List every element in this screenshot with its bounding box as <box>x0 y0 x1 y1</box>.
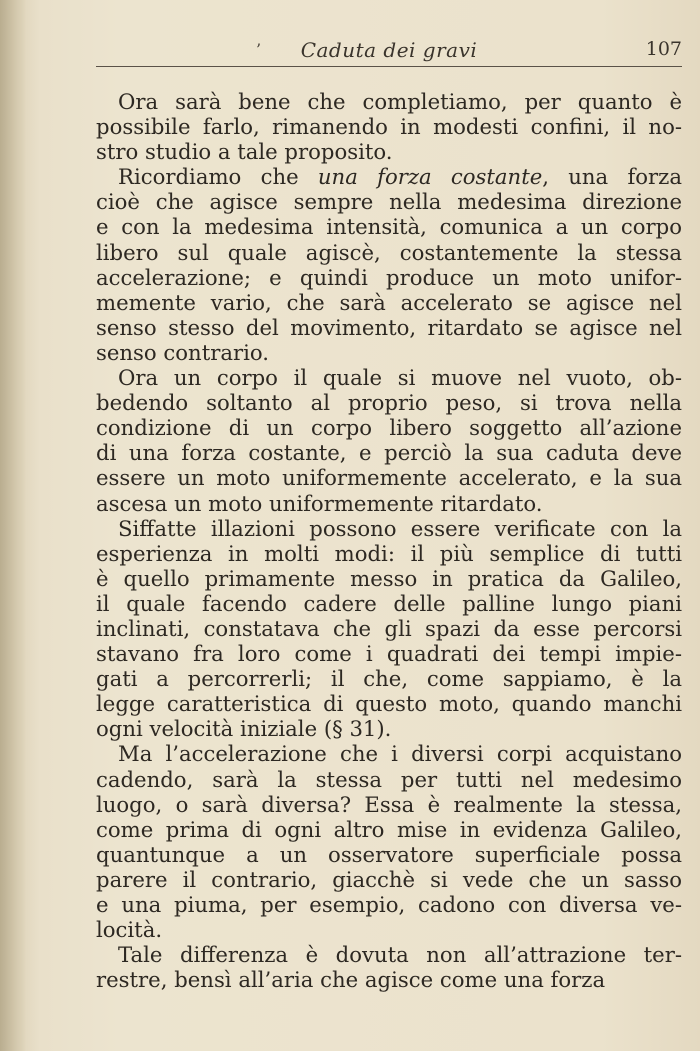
text-run: senso stesso del movimento, ritardato se agisce nel <box>96 314 682 340</box>
text-line <box>96 214 682 239</box>
text-run: cadendo, sarà la stessa per tutti nel medesimo <box>96 766 682 792</box>
text-run: ascesa un moto uniformemente ritardato. <box>96 490 543 516</box>
text-run: inclinati, constatava che gli spazi da esse percorsi <box>96 615 682 641</box>
text-run: come prima di ogni altro mise in evidenza Galileo, <box>96 816 682 842</box>
text-run: , una forza <box>542 164 682 190</box>
text-run: accelerazione; e quindi produce un moto unifor- <box>96 264 682 290</box>
text-line <box>96 842 682 867</box>
text-line <box>96 240 682 265</box>
header-mark: ’ <box>256 40 262 59</box>
text-run: legge caratteristica di questo moto, quando manchi <box>96 691 682 717</box>
text-run: è quello primamente messo in pratica da Galileo, <box>96 565 682 591</box>
text-line <box>96 440 682 465</box>
text-line <box>96 741 682 766</box>
text-line <box>96 691 682 716</box>
text-run: ogni velocità iniziale (§ 31). <box>96 716 392 742</box>
text-line <box>96 491 682 516</box>
text-run: possibile farlo, rimanendo in modesti confini, il no- <box>96 114 682 140</box>
text-run: Siffatte illazioni possono essere verificate con la <box>118 515 682 541</box>
text-run: Tale differenza è dovuta non all’attrazione ter- <box>118 942 682 968</box>
text-line <box>96 716 682 741</box>
text-run: quantunque a un osservatore superficiale possa <box>96 841 682 867</box>
text-line <box>96 189 682 214</box>
text-run: essere un moto uniformemente accelerato, e la sua <box>96 465 682 491</box>
text-run: esperienza in molti modi: il più semplice di tutti <box>96 540 682 566</box>
text-run: e una piuma, per esempio, cadono con diversa ve- <box>96 892 682 917</box>
text-run: gati a percorrerli; il che, come sappiamo, è la <box>96 666 682 692</box>
text-line <box>96 541 682 566</box>
text-line <box>96 516 682 541</box>
text-run: Ora un corpo il quale si muove nel vuoto, ob- <box>118 365 682 391</box>
text-run: libero sul quale agiscè, costantemente la stessa <box>96 239 682 265</box>
text-line <box>96 591 682 616</box>
text-run: il quale facendo cadere delle palline lungo piani <box>96 590 682 616</box>
text-line <box>96 390 682 415</box>
text-run: luogo, o sarà diversa? Essa è realmente la stessa, <box>96 791 682 817</box>
text-line <box>96 566 682 591</box>
text-line <box>96 967 682 992</box>
body-text <box>96 89 682 992</box>
page-gutter-shadow <box>0 0 26 1051</box>
text-line <box>96 942 682 967</box>
text-line <box>96 817 682 842</box>
text-line <box>96 89 682 114</box>
text-line <box>96 139 682 164</box>
text-run: e con la medesima intensità, comunica a un corpo <box>96 214 682 240</box>
italic-phrase: una forza costante <box>317 164 543 190</box>
text-run: Ricordiamo che <box>118 164 318 190</box>
text-run: Ora sarà bene che completiamo, per quanto è <box>118 89 682 114</box>
text-run: di una forza costante, e perciò la sua caduta deve <box>96 440 682 466</box>
text-line <box>96 340 682 365</box>
text-run: stro studio a tale proposito. <box>96 139 393 165</box>
text-line <box>96 666 682 691</box>
text-run: restre, bensì all’aria che agisce come una forza <box>96 967 606 993</box>
text-line <box>96 290 682 315</box>
running-title: Caduta dei gravi <box>300 38 478 62</box>
text-run: condizione di un corpo libero soggetto all’azione <box>96 415 682 441</box>
text-line <box>96 767 682 792</box>
running-header <box>96 36 682 67</box>
text-line <box>96 892 682 917</box>
text-run: stavano fra loro come i quadrati dei tempi impie- <box>96 641 682 667</box>
text-line <box>96 465 682 490</box>
text-line <box>96 114 682 139</box>
text-line <box>96 641 682 666</box>
text-line <box>96 867 682 892</box>
text-run: Ma l’accelerazione che i diversi corpi acquistano <box>118 741 682 767</box>
text-line <box>96 792 682 817</box>
text-line <box>96 265 682 290</box>
page-number: 107 <box>645 38 682 60</box>
text-run: senso contrario. <box>96 339 269 365</box>
text-line <box>96 315 682 340</box>
text-run: memente vario, che sarà accelerato se agisce nel <box>96 289 682 315</box>
text-run: cioè che agisce sempre nella medesima direzione <box>96 189 682 215</box>
text-line <box>96 164 682 189</box>
text-line <box>96 365 682 390</box>
text-run: bedendo soltanto al proprio peso, si trova nella <box>96 390 682 416</box>
text-run: parere il contrario, giacchè si vede che un sasso <box>96 866 682 892</box>
text-line <box>96 917 682 942</box>
text-line <box>96 616 682 641</box>
text-line <box>96 415 682 440</box>
text-run: locità. <box>96 917 163 943</box>
